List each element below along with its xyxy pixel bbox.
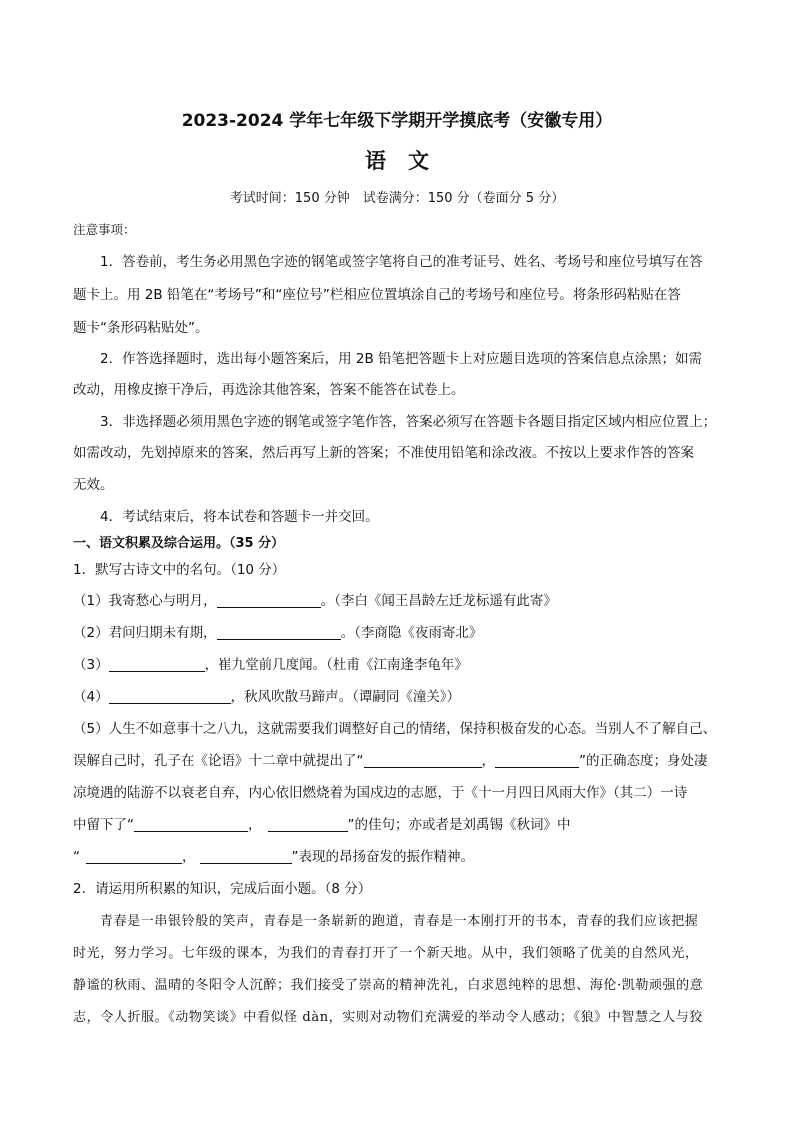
item-text: （3） [73, 657, 109, 673]
item-text: 中留下了“ [73, 817, 134, 833]
answer-blank[interactable] [86, 849, 182, 864]
question-item-3 [73, 653, 468, 673]
answer-blank[interactable] [217, 625, 341, 640]
answer-blank[interactable] [268, 817, 348, 832]
section-heading: 一、语文积累及综合运用。（35 分） [73, 536, 285, 551]
question-item-5-line: （5）人生不如意事十之八九，这就需要我们调整好自己的情绪，保持积极奋发的心态。当别人不了解自己、 [73, 721, 717, 737]
notice-line: 题卡“条形码粘贴处”。 [73, 320, 209, 336]
item-text: ，秋风吹散马蹄声。（谭嗣同《潼关》） [230, 689, 461, 705]
item-text: 。（李商隐《夜雨寄北》 [340, 625, 483, 641]
question-item-1 [73, 589, 557, 609]
notice-heading: 注意事项： [73, 222, 136, 237]
question-heading: 2．请运用所积累的知识，完成后面小题。（8 分） [73, 881, 372, 897]
answer-blank[interactable] [364, 753, 482, 768]
answer-blank[interactable] [109, 689, 231, 704]
passage-line: 静谧的秋雨、温晴的冬阳令人沉醉；我们接受了崇高的精神洗礼，白求恩纯粹的思想、海伦·凯勒顽强的意 [73, 978, 704, 993]
item-text: ， [182, 849, 196, 865]
answer-blank[interactable] [217, 593, 321, 608]
item-text: ， [481, 753, 495, 769]
exam-info: 考试时间：150 分钟 试卷满分：150 分（卷面分 5 分） [229, 191, 565, 206]
notice-line: 3．非选择题必须用黑色字迹的钢笔或签字笔作答，答案必须写在答题卡各题目指定区域内相应位置上； [100, 414, 717, 430]
passage-line: 志，令人折服。《动物笑谈》中看似怪 dàn，实则对动物们充满爱的举动令人感动；《狼》中智慧之人与狡 [73, 1010, 703, 1025]
question-item-5-line [73, 813, 571, 833]
question-item-2 [73, 621, 482, 641]
item-text: ”表现的昂扬奋发的振作精神。 [291, 849, 474, 865]
exam-title: 2023-2024 学年七年级下学期开学摸底考（安徽专用） [181, 111, 613, 131]
item-text: ”的正确态度；身处凄 [579, 753, 708, 769]
notice-line: 无效。 [73, 477, 114, 493]
answer-blank[interactable] [495, 753, 579, 768]
item-text: （1）我寄愁心与明月， [73, 593, 217, 609]
notice-line: 4．考试结束后，将本试卷和答题卡一并交回。 [100, 509, 379, 525]
item-text: ，崔九堂前几度闻。（杜甫《江南逢李龟年》 [204, 657, 468, 673]
answer-blank[interactable] [200, 849, 292, 864]
notice-line: 如需改动，先划掉原来的答案，然后再写上新的答案；不准使用铅笔和涂改液。不按以上要求作答的答案 [73, 445, 694, 461]
passage-line: 时光，努力学习。七年级的课本，为我们的青春打开了一个新天地。从中，我们领略了优美的自然风光， [73, 946, 699, 961]
item-text: ”的佳句；亦或者是刘禹锡《秋词》中 [347, 817, 571, 833]
answer-blank[interactable] [109, 657, 205, 672]
question-item-5-line [73, 845, 474, 865]
notice-line: 2．作答选择题时，选出每小题答案后，用 2B 铅笔把答题卡上对应题目选项的答案信息点涂黑；如需 [100, 351, 703, 367]
question-item-4 [73, 685, 460, 705]
item-text: （4） [73, 689, 109, 705]
item-text: 。（李白《闻王昌龄左迁龙标遥有此寄》 [320, 593, 557, 609]
item-text: （2）君问归期未有期， [73, 625, 217, 641]
item-text: 误解自己时，孔子在《论语》十二章中就提出了“ [73, 753, 364, 769]
item-text: ， [248, 817, 262, 833]
notice-line: 1．答卷前，考生务必用黑色字迹的钢笔或签字笔将自己的准考证号、姓名、考场号和座位号填写在答 [100, 254, 703, 270]
subject-title: 语文 [365, 149, 451, 173]
answer-blank[interactable] [134, 817, 248, 832]
question-item-5-line: 凉境遇的陆游不以衰老自弃，内心依旧燃烧着为国戍边的志愿，于《十一月四日风雨大作》（其二）一诗 [73, 785, 688, 801]
question-item-5-line [73, 749, 708, 769]
passage-line: 青春是一串银铃般的笑声，青春是一条崭新的跑道，青春是一本刚打开的书本，青春的我们应该把握 [100, 914, 699, 929]
notice-line: 改动，用橡皮擦干净后，再选涂其他答案，答案不能答在试卷上。 [73, 382, 465, 398]
question-heading: 1．默写古诗文中的名句。（10 分） [73, 562, 286, 578]
notice-line: 题卡上。用 2B 铅笔在“考场号”和“座位号”栏相应位置填涂自己的考场号和座位号。将条形码粘贴在答 [73, 287, 681, 303]
item-text: “ [73, 849, 80, 865]
